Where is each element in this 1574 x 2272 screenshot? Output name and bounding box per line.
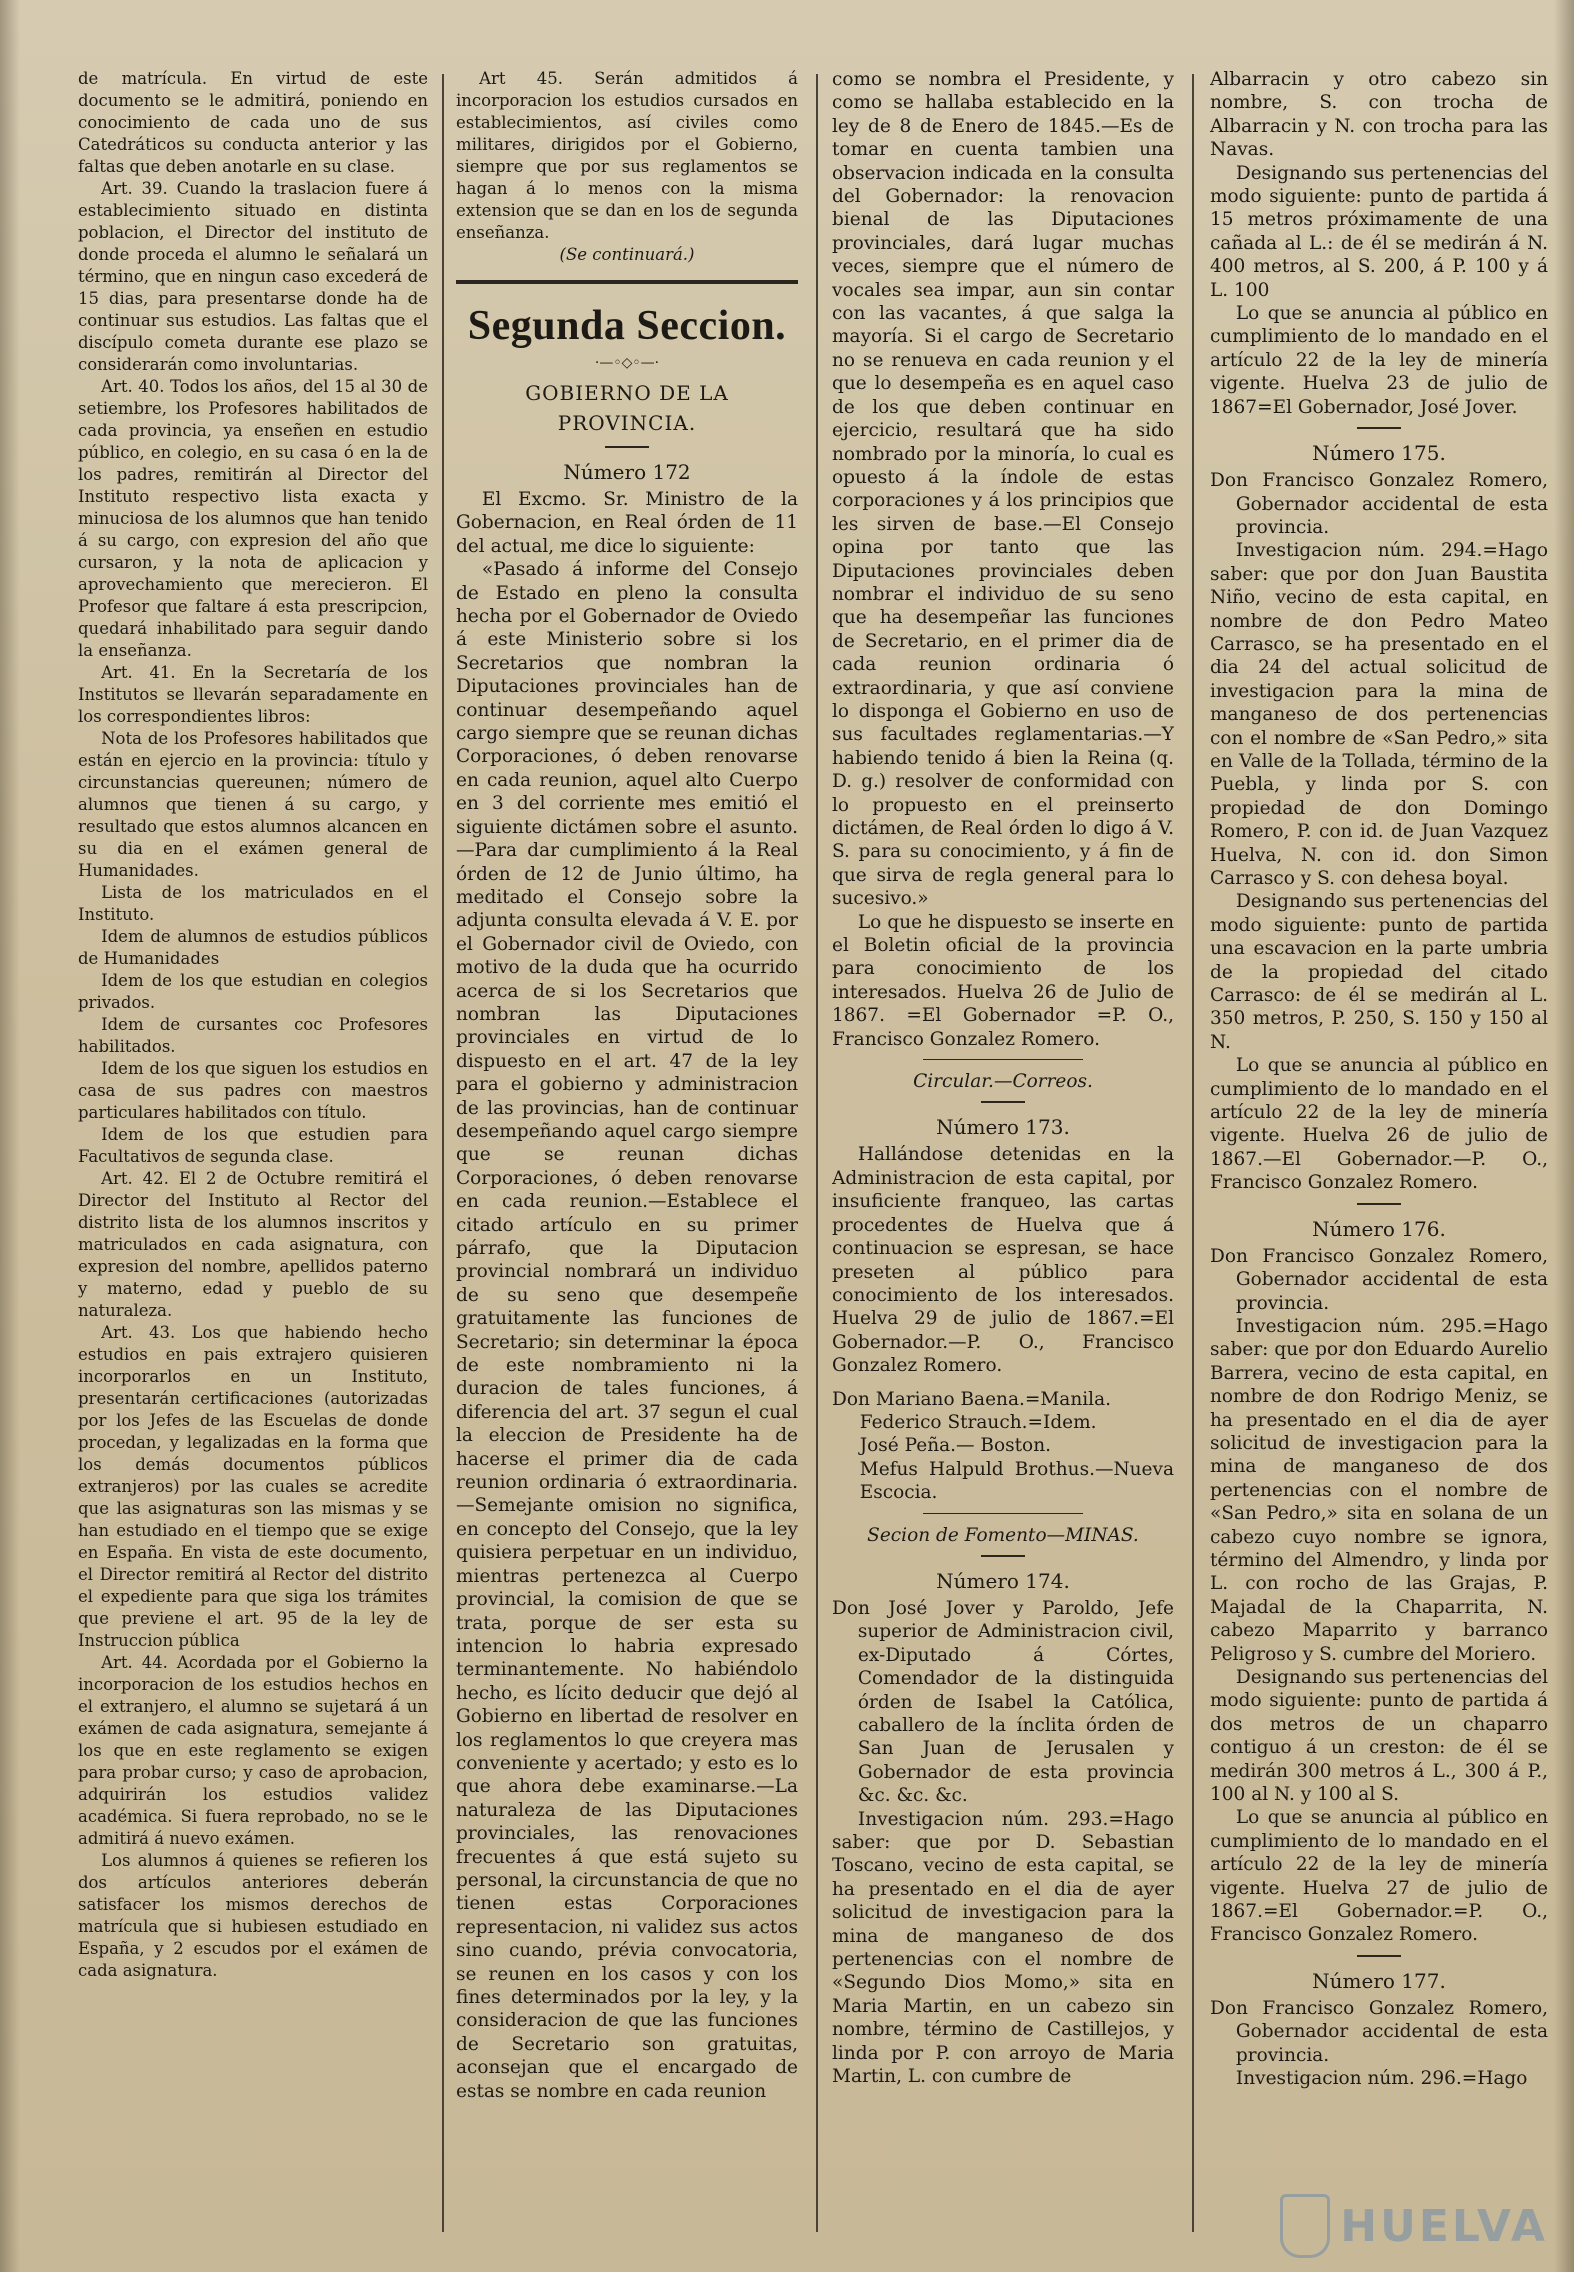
paragraph: Los alumnos á quienes se refieren los dos artículos anteriores deberán satisfacer los mismos derechos de matrícula que si hubiesen estudiado en España, y 2 escudos por el exámen de cada asignatura.	[78, 1851, 428, 1980]
paragraph: Don Francisco Gonzalez Romero, Gobernador accidental de esta provincia.	[1210, 1997, 1548, 2066]
paragraph: Lista de los matriculados en el Instituto.	[78, 883, 428, 924]
list-item: Don Mariano Baena.=Manila.	[832, 1388, 1111, 1410]
government-heading: GOBIERNO DE LA PROVINCIA.	[525, 381, 729, 435]
number-heading: Número 177.	[1312, 1968, 1446, 1993]
column-3	[832, 68, 1174, 2242]
paragraph-art39: Art. 39. Cuando la traslacion fuere á establecimiento situado en distinta poblacion, el Director del instituto de donde proceda el alumno le señalará un término, que en ningun caso excederá de 15 dias, para presentarse donde ha de continuar sus estudios. Las faltas que el discípulo cometa durante ese plazo se considerarán como involuntarias.	[78, 179, 428, 374]
paragraph: Lo que se anuncia al público en cumplimiento de lo mandado en el artículo 22 de la ley de minería vigente. Huelva 26 de julio de 1867.—El Gobernador.—P. O., Francisco Gonzalez Romero.	[1210, 1055, 1548, 1194]
list-item: José Peña.— Boston.	[859, 1435, 1051, 1457]
column-1	[78, 68, 428, 2242]
continuation-note: (Se continuará.)	[559, 245, 695, 264]
short-rule	[923, 1059, 1083, 1060]
paragraph: Idem de los que siguen los estudios en casa de sus padres con maestros particulares habilitados con título.	[78, 1059, 428, 1122]
ornament-divider: ·—◦◇◦—·	[594, 355, 660, 371]
column-divider	[1192, 74, 1194, 2232]
list-item: Mefus Halpuld Brothus.—Nueva Escocia.	[859, 1458, 1174, 1504]
section-title: Segunda Seccion.	[467, 303, 787, 349]
number-heading: Número 176.	[1312, 1216, 1446, 1241]
column-2	[456, 68, 798, 2242]
paragraph: como se nombra el Presidente, y como se hallaba establecido en la ley de 8 de Enero de 1845.—Es de tomar en cuenta tambien una observacion indicada en la consulta del Gobernador: la renovacion bienal de las Diputaciones provinciales, dará lugar muchas veces, siempre que el número de vocales sea impar, aun sin contar con las vacantes, á que salga la mayoría. Si el cargo de Secretario no se renueva en cada reunion y el que lo desempeña es en aquel caso de los que deben continuar en ejercicio, resultará que ha sido nombrado por la minoría, lo cual es opuesto á la índole de estas corporaciones y á los principios que les sirven de base.—El Consejo opina por tanto que las Diputaciones provinciales deben nombrar el individuo de su seno que ha desempeñar las funciones de Secretario, en el primer dia de cada reunion ordinaria ó extraordinaria, y que así conviene lo disponga el Gobierno en uso de sus facultades reglamentarias.—Y habiendo tenido á bien la Reina (q. D. g.) resolver de conformidad con lo propuesto en el preinserto dictámen, de Real órden lo digo á V. S. para su conocimiento, y á fin de que sirva de regla general para lo sucesivo.»	[832, 69, 1174, 910]
short-rule	[605, 446, 649, 448]
column-4	[1210, 68, 1548, 2242]
paragraph: El Excmo. Sr. Ministro de la Gobernacion, en Real órden de 11 del actual, me dice lo siguiente:	[456, 489, 798, 557]
archive-watermark	[1280, 2194, 1548, 2258]
paragraph-art42: Art. 42. El 2 de Octubre remitirá el Director del Instituto al Rector del distrito lista de los alumnos inscritos y matriculados en cada asignatura, con expresion del nombre, apellidos paterno y materno, edad y pueblo de su naturaleza.	[78, 1169, 428, 1320]
paragraph: Don Francisco Gonzalez Romero, Gobernador accidental de esta provincia.	[1210, 1245, 1548, 1314]
column-divider	[442, 74, 444, 2232]
number-heading: Número 173.	[936, 1115, 1070, 1140]
paragraph: Hallándose detenidas en la Administracion de esta capital, por insuficiente franqueo, las cartas procedentes de Huelva que á continuacion se espresan, se hace preseten al público para conocimiento de los interesados. Huelva 29 de julio de 1867.=El Gobernador.—P. O., Francisco Gonzalez Romero.	[832, 1144, 1174, 1377]
paragraph-art41: Art. 41. En la Secretaría de los Institutos se llevarán separadamente en los correspondientes libros:	[78, 663, 428, 726]
paragraph: Investigacion núm. 295.=Hago saber: que por don Eduardo Aurelio Barrera, vecino de esta capital, en nombre de don Rodrigo Meniz, se ha presentado en el dia de ayer solicitud de investigacion para la mina de manganeso de dos pertenencias con el nombre de «San Pedro,» sita en solana de un cabezo cuyo nombre se ignora, término del Almendro, y linda por L. con rocho de las Grajas, P. Majadal de la Chaparrita, N. cabezo Maparrito y barranco Peligroso y S. cumbre del Moriero.	[1210, 1315, 1548, 1665]
short-rule	[1357, 1203, 1401, 1205]
page-edge-right	[1554, 0, 1574, 2272]
paragraph: Nota de los Profesores habilitados que están en ejercio en la provincia: título y circunstancias quereunen; número de alumnos que tienen á su cargo, y resultado que estos alumnos alcancen en su dia en el exámen general de Humanidades.	[78, 729, 428, 880]
number-heading: Número 172	[563, 460, 691, 484]
short-rule	[1357, 1955, 1401, 1957]
paragraph: Don José Jover y Paroldo, Jefe superior de Administracion civil, ex-Diputado á Córtes, Comendador de la distinguida órden de Isabel la Católica, caballero de la ínclita órden de San Juan de Jerusalen y Gobernador de esta provincia &c. &c. &c.	[832, 1597, 1174, 1807]
short-rule	[981, 1555, 1025, 1557]
paragraph: Idem de cursantes coc Profesores habilitados.	[78, 1015, 428, 1056]
paragraph: Idem de los que estudien para Facultativos de segunda clase.	[78, 1125, 428, 1166]
short-rule	[923, 1513, 1083, 1514]
number-heading: Número 174.	[936, 1568, 1070, 1593]
column-divider	[816, 74, 818, 2232]
watermark-text: HUELVA	[1340, 2200, 1548, 2252]
paragraph: Albarracin y otro cabezo sin nombre, S. con trocha de Albarracin y N. con trocha para las Navas.	[1210, 69, 1548, 161]
shield-icon	[1280, 2194, 1330, 2258]
paragraph-art40: Art. 40. Todos los años, del 15 al 30 de setiembre, los Profesores habilitados de cada provincia, ya enseñen en estudio público, en colegio, en su casa ó en la de los padres, remitirán al Director del Instituto respectivo lista exacta y minuciosa de los alumnos que han tenido á su cargo, con expresion del año que cursaron, y la nota de aplicacion y aprovechamiento que merecieron. El Profesor que faltare á esta prescripcion, quedará inhabilitado para seguir dando la enseñanza.	[78, 377, 428, 660]
paragraph: Designando sus pertenencias del modo siguiente: punto de partida á dos metros de un chaparro contiguo á un creston: de él se medirán 300 metros á L., 300 á P., 100 al N. y 100 al S.	[1210, 1667, 1548, 1806]
spacer	[832, 1378, 1174, 1388]
short-rule	[1357, 427, 1401, 429]
paragraph: Idem de los que estudian en colegios privados.	[78, 971, 428, 1012]
paragraph: Don Francisco Gonzalez Romero, Gobernador accidental de esta provincia.	[1210, 470, 1548, 538]
paragraph-art45: Art 45. Serán admitidos á incorporacion los estudios cursados en establecimientos, así civiles como militares, dirigidos por el Gobierno, siempre que por sus reglamentos se hagan á lo menos con la misma extension que se dan en los de segunda enseñanza.	[456, 69, 798, 242]
paragraph: Designando sus pertenencias del modo siguiente: punto de partida á 15 metros próximamente de una cañada al L.: de él se medirán á N. 400 metros, al S. 200, á P. 100 y á L. 100	[1210, 162, 1548, 301]
paragraph: de matrícula. En virtud de este documento se le admitirá, poniendo en conocimiento de cada uno de sus Catedráticos su conducta anterior y las faltas que deben anotarle en su clase.	[78, 69, 428, 176]
paragraph: Lo que se anuncia al público en cumplimiento de lo mandado en el artículo 22 de la ley de minería vigente. Huelva 23 de julio de 1867=El Gobernador, José Jover.	[1210, 303, 1548, 418]
paragraph: «Pasado á informe del Consejo de Estado en pleno la consulta hecha por el Gobernador de Oviedo á este Ministerio sobre si los Secretarios que nombran la Diputaciones provinciales han de continuar desempeñando aquel cargo siempre que se reunan dichas Corporaciones, ó deben renovarse en cada reunion, aquel alto Cuerpo en 3 del corriente mes emitió el siguiente dictámen sobre el asunto.—Para dar cumplimiento á la Real órden de 12 de Junio último, ha meditado el Consejo sobre la adjunta consulta elevada á V. E. por el Gobernador civil de Oviedo, con motivo de la duda que ha ocurrido acerca de si los Secretarios que nombran las Diputaciones provinciales en virtud de lo dispuesto en el art. 47 de la ley para el gobierno y administracion de las provincias, han de continuar desempeñando aquel cargo siempre que se reunan dichas Corporaciones, ó deben renovarse en cada reunion.—Establece el citado artículo en su primer párrafo, que la Diputacion provincial nombrará un individuo de su seno que desempeñe gratuitamente las funciones de Secretario; sin determinar la época de este nombramiento ni la duracion de tales funciones, á diferencia del art. 37 segun el cual la eleccion de Presidente ha de hacerse el primer dia de cada reunion ordinaria ó extraordinaria.—Semejante omision no significa, en concepto del Consejo, que la ley quisiera perpetuar en un individuo, mientras pertenezca al Cuerpo provincial, la comision de que se trata, porque de ser esta su intencion lo habria expresado terminantemente. No habiéndolo hecho, es lícito deducir que dejó al Gobierno en libertad de resolver en los reglamentos lo que creyera mas conveniente y acertado; y esto es lo que ahora debe examinarse.—La naturaleza de las Diputaciones provinciales, las renovaciones frecuentes á que está sujeto su personal, la circunstancia de que no tienen estas Corporaciones representacion, ni validez sus actos sino cuando, prévia convocatoria, se reunen en los casos y con los fines determinados por la ley, y la consideracion de que las funciones de Secretario son gratuitas, aconsejan que el encargado de estas se nombre en cada reunion	[456, 559, 798, 2102]
short-rule	[981, 1101, 1025, 1103]
section-rule	[456, 280, 798, 284]
paragraph: Idem de alumnos de estudios públicos de Humanidades	[78, 927, 428, 968]
paragraph: Investigacion núm. 296.=Hago	[1235, 2068, 1528, 2090]
paragraph: Lo que se anuncia al público en cumplimiento de lo mandado en el artículo 22 de la ley de minería vigente. Huelva 27 de julio de 1867.=El Gobernador.=P. O., Francisco Gonzalez Romero.	[1210, 1807, 1548, 1946]
list-item: Federico Strauch.=Idem.	[859, 1411, 1097, 1433]
paragraph: Designando sus pertenencias del modo siguiente: punto de partida una escavacion en la parte umbria de la propiedad del citado Carrasco: de él se medirán al L. 350 metros, P. 250, S. 150 y 150 al N.	[1210, 891, 1548, 1053]
section-subheading: Circular.—Correos.	[913, 1071, 1093, 1093]
paragraph-art44: Art. 44. Acordada por el Gobierno la incorporacion de los estudios hechos en el extranjero, el alumno se sujetará á un exámen de cada asignatura, semejante á los que en este reglamento se exigen para probar curso; y caso de aprobacion, adquirirán los estudios validez académica. Si fuera reprobado, no se le admitirá á nuevo exámen.	[78, 1653, 428, 1848]
paragraph-art43: Art. 43. Los que habiendo hecho estudios en pais extrajero quisieren incorporarlos en un Instituto, presentarán certificaciones (autorizadas por los Jefes de las Escuelas de donde procedan, y legalizadas en la forma que los demás documentos públicos extranjeros) por las cuales se acredite que las asignaturas son las mismas y se han estudiado en el tiempo que se exige en España. En vista de este documento, el Director remitirá al Rector del distrito el expediente para que siga los trámites que previene el art. 95 de la ley de Instruccion pública	[78, 1323, 428, 1650]
paragraph: Investigacion núm. 294.=Hago saber: que por don Juan Baustita Niño, vecino de esta capital, en nombre de don Pedro Mateo Carrasco, se ha presentado en el dia 24 del actual solicitud de investigacion para la mina de manganeso de dos pertenencias con el nombre de «San Pedro,» sita en Valle de la Tollada, término de la Puebla, y linda por S. con propiedad de don Domingo Romero, P. con id. de Juan Vazquez Huelva, N. con id. don Simon Carrasco y S. con dehesa boyal.	[1210, 540, 1548, 889]
page-edge-left	[0, 0, 20, 2272]
section-subheading: Secion de Fomento—MINAS.	[867, 1524, 1139, 1546]
number-heading: Número 175.	[1312, 441, 1446, 466]
paragraph: Investigacion núm. 293.=Hago saber: que por D. Sebastian Toscano, vecino de esta capital, se ha presentado en el dia de ayer solicitud de investigacion para la mina de manganeso de dos pertenencias con el nombre de «Segundo Dios Momo,» sita en Maria Martin, en un cabezo sin nombre, término de Castillejos, y linda por P. con arroyo de Maria Martin, L. con cumbre de	[832, 1808, 1174, 2088]
paragraph: Lo que he dispuesto se inserte en el Boletin oficial de la provincia para conocimiento de los interesados. Huelva 26 de Julio de 1867. =El Gobernador =P. O., Francisco Gonzalez Romero.	[832, 911, 1174, 1050]
